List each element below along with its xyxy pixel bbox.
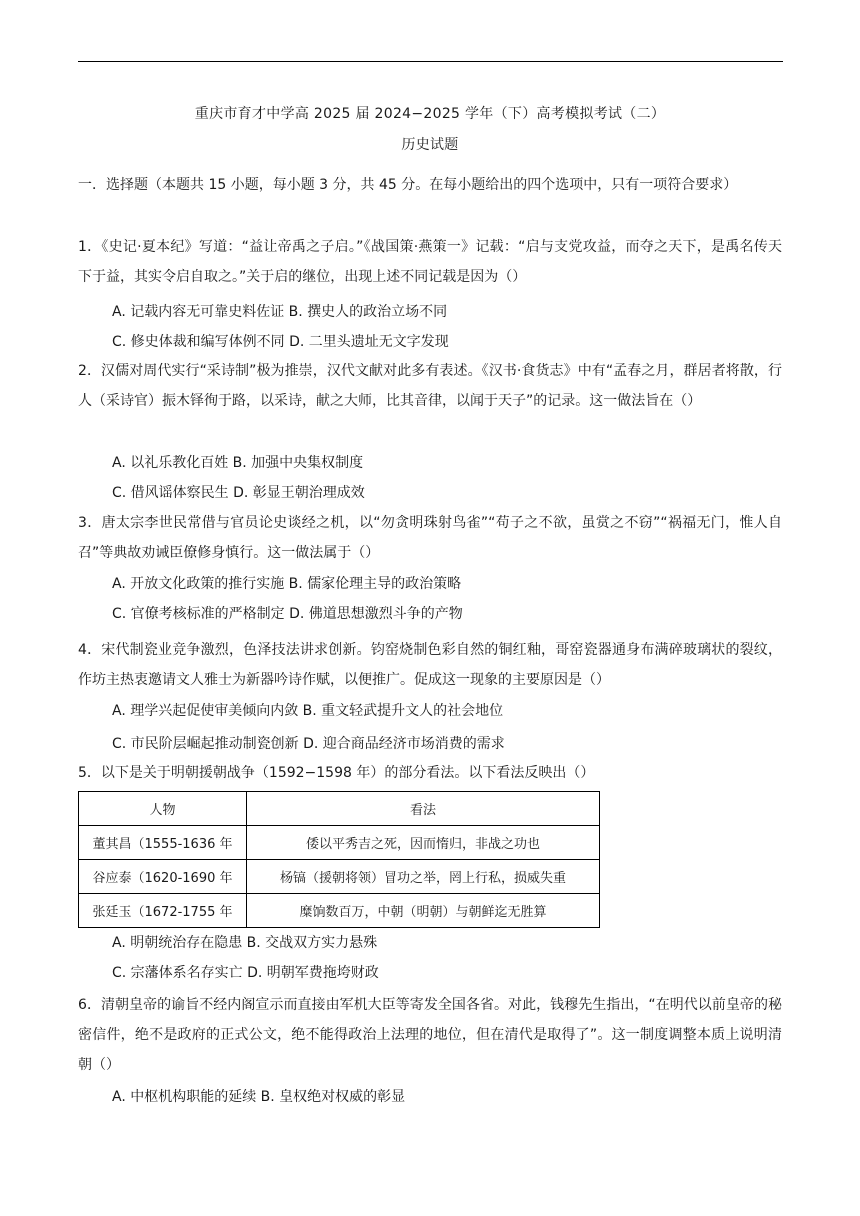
table-header-cell: 看法 bbox=[247, 792, 600, 826]
question-5-options-row-1: A. 明朝统治存在隐患 B. 交战双方实力悬殊 bbox=[112, 935, 378, 951]
table-row bbox=[79, 826, 600, 860]
question-4-stem: 4．宋代制瓷业竞争激烈，色泽技法讲求创新。钧窑烧制色彩自然的铜红釉，哥窑瓷器通身布满碎玻璃状的裂纹，作坊主热衷邀请文人雅士为新器吟诗作赋，以便推广。促成这一现象的主要原因是（） bbox=[78, 642, 782, 688]
table-cell: 董其昌（1555-1636 年 bbox=[79, 826, 247, 860]
question-6-stem: 6．清朝皇帝的谕旨不经内阁宣示而直接由军机大臣等寄发全国各省。对此，钱穆先生指出，“在明代以前皇帝的秘密信件，绝不是政府的正式公文，绝不能得政治上法理的地位，但在清代是取得了”。这一制度调整本质上说明清朝（） bbox=[78, 997, 782, 1073]
section-heading: 一．选择题（本题共 15 小题，每小题 3 分，共 45 分。在每小题给出的四个选项中，只有一项符合要求） bbox=[78, 177, 738, 193]
question-5-options-row-2: C. 宗藩体系名存实亡 D. 明朝军费拖垮财政 bbox=[112, 965, 379, 981]
header-rule bbox=[78, 61, 783, 62]
question-3-options-row-1: A. 开放文化政策的推行实施 B. 儒家伦理主导的政治策略 bbox=[112, 576, 462, 592]
table-cell: 谷应泰（1620-1690 年 bbox=[79, 860, 247, 894]
table-row bbox=[79, 894, 600, 928]
table-row bbox=[79, 860, 600, 894]
question-2-stem: 2．汉儒对周代实行“采诗制”极为推崇，汉代文献对此多有表述。《汉书·食货志》中有“孟春之月，群居者将散，行人（采诗官）振木铎徇于路，以采诗，献之大师，比其音律，以闻于天子”的记录。这一做法旨在（） bbox=[78, 363, 782, 409]
question-2-options-row-1: A. 以礼乐教化百姓 B. 加强中央集权制度 bbox=[112, 455, 364, 471]
exam-title: 重庆市育才中学高 2025 届 2024−2025 学年（下）高考模拟考试（二） bbox=[194, 106, 666, 122]
table-cell: 糜饷数百万，中朝（明朝）与朝鲜迄无胜算 bbox=[247, 894, 600, 928]
table-cell: 杨镐（援朝将领）冒功之举，罔上行私，损威失重 bbox=[247, 860, 600, 894]
table-header-cell: 人物 bbox=[79, 792, 247, 826]
question-1-options-row-1: A. 记载内容无可靠史料佐证 B. 撰史人的政治立场不同 bbox=[112, 304, 448, 320]
question-1-stem: 1．《史记·夏本纪》写道：“益让帝禹之子启。”《战国策·燕策一》记载：“启与支党攻益，而夺之天下，是禹名传天下于益，其实令启自取之。”关于启的继位，出现上述不同记载是因为（） bbox=[78, 239, 782, 285]
question-3-stem: 3．唐太宗李世民常借与官员论史谈经之机，以“勿贪明珠射鸟雀”“苟子之不欲，虽赏之不窃”“祸福无门，惟人自召”等典故劝诫臣僚修身慎行。这一做法属于（） bbox=[78, 515, 782, 561]
question-5-stem: 5．以下是关于明朝援朝战争（1592−1598 年）的部分看法。以下看法反映出（） bbox=[78, 765, 595, 781]
table-cell: 张廷玉（1672-1755 年 bbox=[79, 894, 247, 928]
question-4-options-row-1: A. 理学兴起促使审美倾向内敛 B. 重文轻武提升文人的社会地位 bbox=[112, 703, 504, 719]
question-3-options-row-2: C. 官僚考核标准的严格制定 D. 佛道思想激烈斗争的产物 bbox=[112, 606, 463, 622]
viewpoints-table bbox=[78, 791, 600, 928]
table-header-row bbox=[79, 792, 600, 826]
subject-title: 历史试题 bbox=[401, 137, 459, 153]
question-4-options-row-2: C. 市民阶层崛起推动制瓷创新 D. 迎合商品经济市场消费的需求 bbox=[112, 736, 505, 752]
question-6-options-row-1: A. 中枢机构职能的延续 B. 皇权绝对权威的彰显 bbox=[112, 1089, 406, 1105]
question-2-options-row-2: C. 借风谣体察民生 D. 彰显王朝治理成效 bbox=[112, 485, 365, 501]
table-cell: 倭以平秀吉之死，因而惰归，非战之功也 bbox=[247, 826, 600, 860]
question-1-options-row-2: C. 修史体裁和编写体例不同 D. 二里头遗址无文字发现 bbox=[112, 334, 449, 350]
